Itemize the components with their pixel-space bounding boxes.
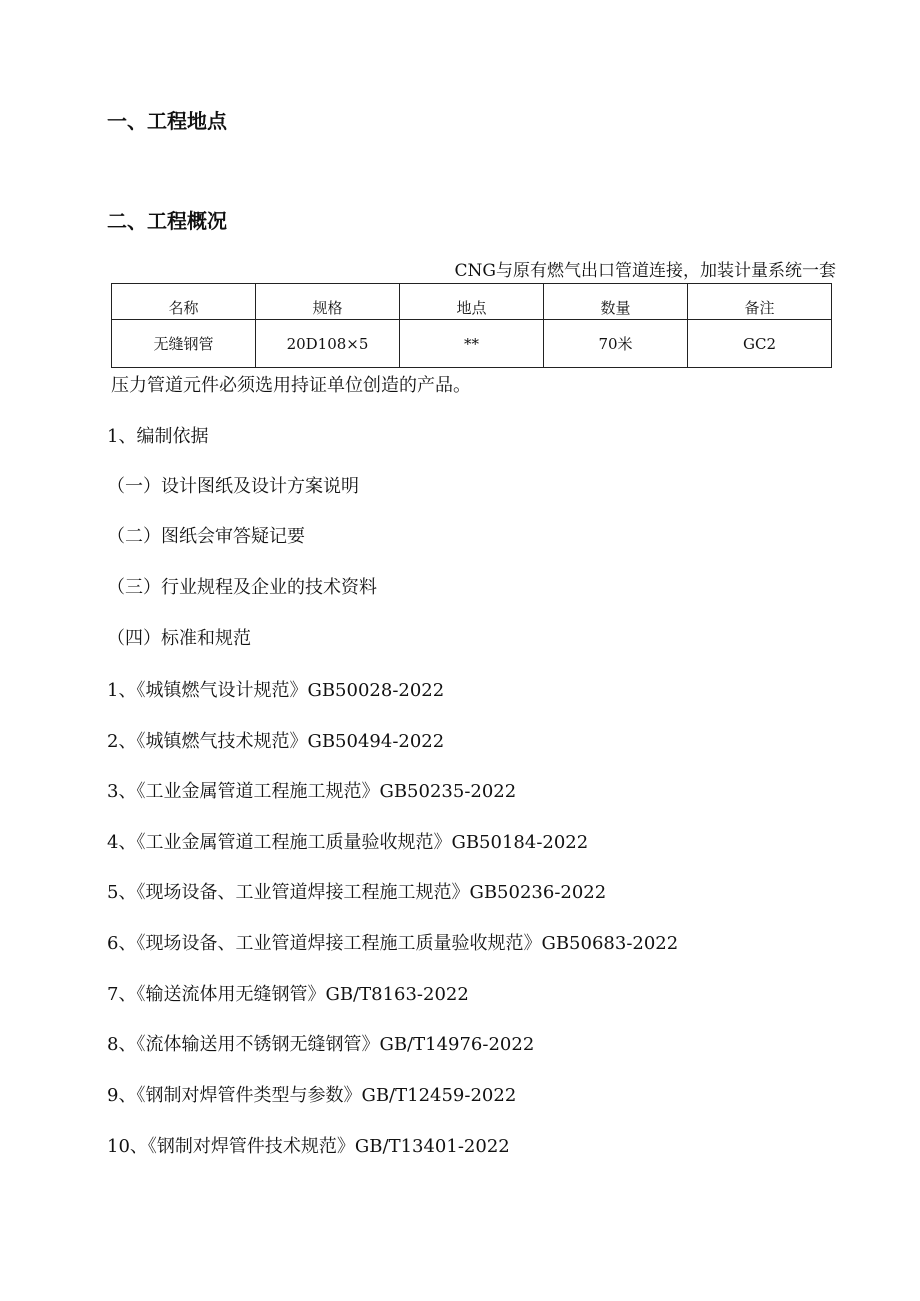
- basis-item: （三）行业规程及企业的技术资料: [107, 577, 377, 598]
- table-cell-quantity: 70米: [544, 320, 688, 368]
- standard-item: 8、《流体输送用不锈钢无缝钢管》GB/T14976-2022: [107, 1034, 535, 1055]
- standard-item: 10、《钢制对焊管件技术规范》GB/T13401-2022: [107, 1136, 510, 1157]
- basis-title: 1、编制依据: [107, 426, 209, 447]
- standard-item: 7、《输送流体用无缝钢管》GB/T8163-2022: [107, 984, 469, 1005]
- pressure-note: 压力管道元件必须选用持证单位创造的产品。: [111, 375, 471, 396]
- table-header-cell: 备注: [688, 284, 832, 320]
- material-table: [111, 283, 832, 368]
- table-header-cell: 数量: [544, 284, 688, 320]
- standard-item: 4、《工业金属管道工程施工质量验收规范》GB50184-2022: [107, 832, 589, 853]
- standard-item: 3、《工业金属管道工程施工规范》GB50235-2022: [107, 781, 517, 802]
- overview-note: CNG与原有燃气出口管道连接，加装计量系统一套: [454, 261, 836, 281]
- standard-item: 2、《城镇燃气技术规范》GB50494-2022: [107, 731, 445, 752]
- basis-item: （四）标准和规范: [107, 628, 251, 649]
- table-row: [112, 320, 832, 368]
- table-cell-remark: GC2: [688, 320, 832, 368]
- table-cell-spec: 20D108×5: [256, 320, 400, 368]
- standard-item: 9、《钢制对焊管件类型与参数》GB/T12459-2022: [107, 1085, 517, 1106]
- table-cell-location: **: [400, 320, 544, 368]
- section-heading-overview: 二、工程概况: [107, 209, 227, 233]
- standard-item: 1、《城镇燃气设计规范》GB50028-2022: [107, 680, 445, 701]
- table-header-row: [112, 284, 832, 320]
- table-header-cell: 地点: [400, 284, 544, 320]
- table-header-cell: 规格: [256, 284, 400, 320]
- table-cell-name: 无缝钢管: [112, 320, 256, 368]
- basis-item: （一）设计图纸及设计方案说明: [107, 476, 359, 497]
- basis-item: （二）图纸会审答疑记要: [107, 526, 305, 547]
- standard-item: 5、《现场设备、工业管道焊接工程施工规范》GB50236-2022: [107, 882, 607, 903]
- table-header-cell: 名称: [112, 284, 256, 320]
- standard-item: 6、《现场设备、工业管道焊接工程施工质量验收规范》GB50683-2022: [107, 933, 679, 954]
- section-heading-location: 一、工程地点: [107, 109, 227, 133]
